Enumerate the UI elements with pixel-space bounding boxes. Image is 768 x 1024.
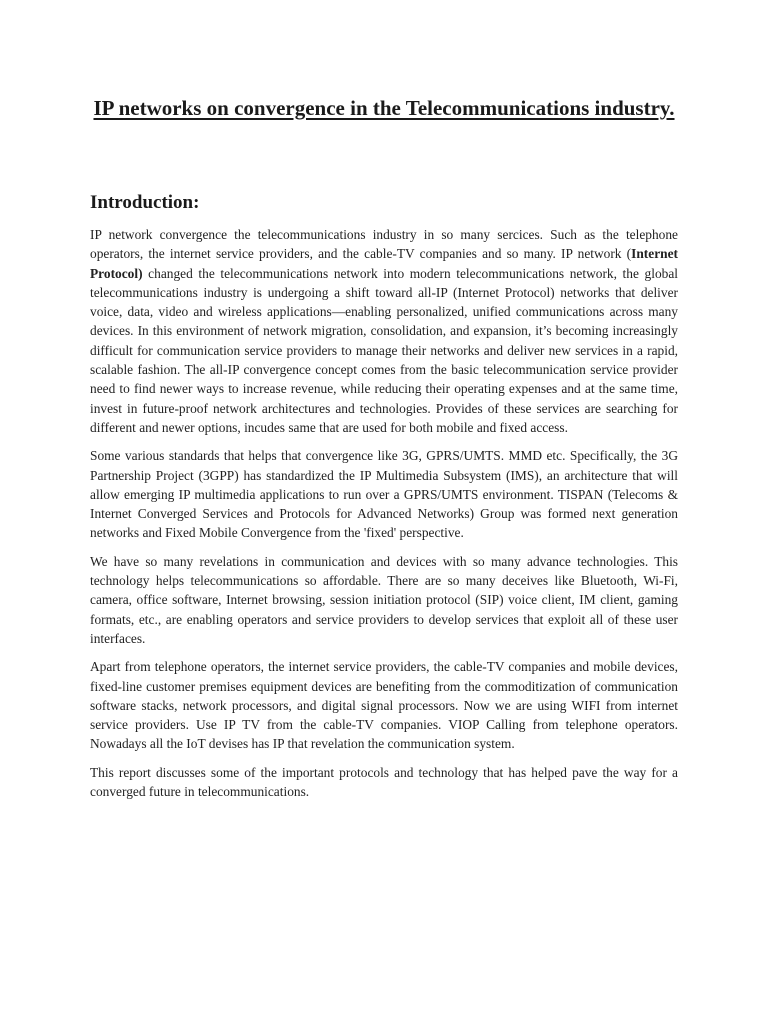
document-title: IP networks on convergence in the Telecommunications industry.: [93, 96, 675, 120]
paragraph-1-text-end: changed the telecommunications network into modern telecommunications network, the global telecommunications industry is undergoing a shift toward all-IP (Internet Protocol) networks that deliver voice, data, video and wireless applications—enabling personalized, unified communications across many devices. In this environment of network migration, consolidation, and expansion, it’s becoming increasingly difficult for communication service providers to manage their networks and deliver new services in a rapid, scalable fashion. The all-IP convergence concept comes from the basic telecommunication service provider need to find newer ways to increase revenue, while reducing their operating expenses and at the same time, invest in future-proof network architectures and technologies. Provides of these services are searching for different and newer options, incudes same that are used for both mobile and fixed access.: [90, 265, 678, 435]
introduction-heading: Introduction:: [90, 192, 200, 213]
paragraph-1-text-start: IP network convergence the telecommunications industry in so many sercices. Such as the telephone operators, the internet service providers, and the cable-TV companies and so many. IP network (: [90, 227, 678, 262]
paragraph-3: We have so many revelations in communication and devices with so many advance technologies. This technology helps telecommunications so affordable. There are so many deceives like Bluetooth, Wi-Fi, camera, office software, Internet browsing, session initiation protocol (SIP) voice client, IM client, gaming formats, etc., are enabling operators and service providers to develop services that exploit all of these user interfaces.: [90, 553, 678, 646]
paragraph-5: This report discusses some of the important protocols and technology that has helped pave the way for a converged future in telecommunications.: [90, 764, 678, 800]
document-body: [90, 225, 678, 810]
paragraph-4: Apart from telephone operators, the internet service providers, the cable-TV companies and mobile devices, fixed-line customer premises equipment devices are benefiting from the commoditization of communication software stacks, network processors, and digital signal processors. Now we are using WIFI from internet service providers. Use IP TV from the cable-TV companies. VIOP Calling from telephone operators. Nowadays all the IoT devises has IP that revelation the communication system.: [90, 659, 678, 752]
internet-protocol-bold: Internet Protocol): [90, 246, 678, 281]
paragraph-2: Some various standards that helps that convergence like 3G, GPRS/UMTS. MMD etc. Specifically, the 3G Partnership Project (3GPP) has standardized the IP Multimedia Subsystem (IMS), an architecture that will allow emerging IP multimedia applications to run over a GPRS/UMTS environment. TISPAN (Telecoms & Internet Converged Services and Protocols for Advanced Networks) Group was formed next generation networks and Fixed Mobile Convergence from the 'fixed' perspective.: [90, 448, 678, 541]
paragraph-1: [90, 225, 678, 437]
